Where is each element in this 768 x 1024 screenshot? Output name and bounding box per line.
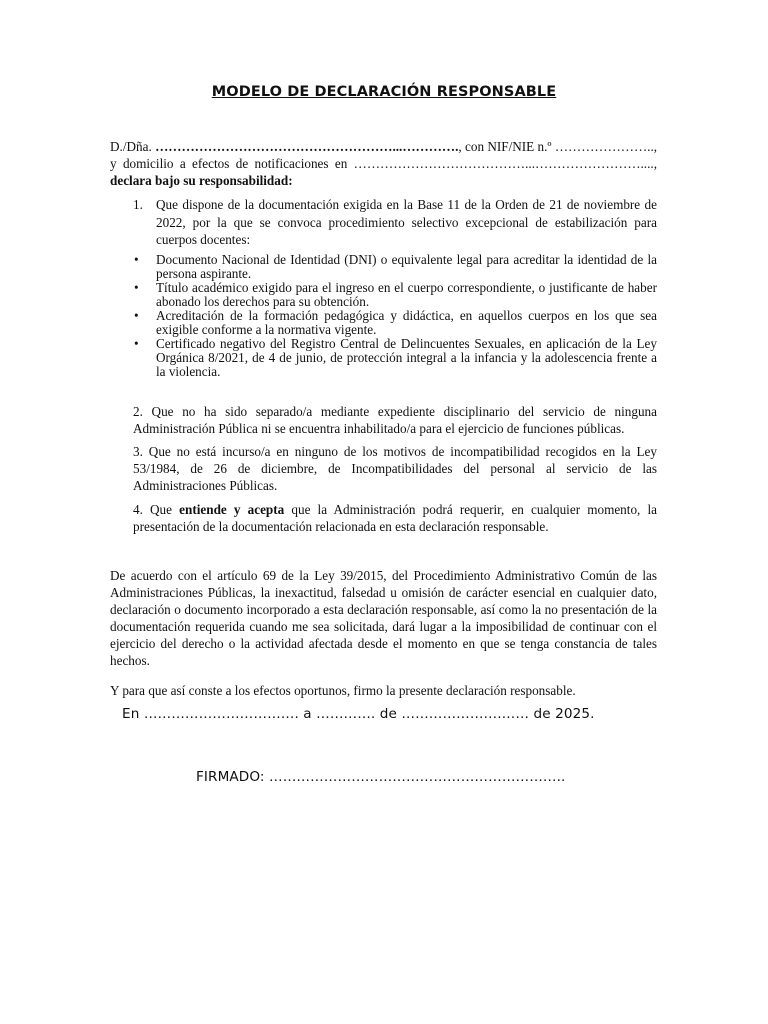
list-item: • Acreditación de la formación pedagógica y didáctica, en aquellos cuerpos en los que sea exigible conforme a la normativa vigente. — [134, 309, 657, 337]
document-list — [134, 253, 657, 379]
id-label: , con NIF/NIE n.º — [458, 139, 552, 154]
closing-statement: Y para que así conste a los efectos oportunos, firmo la presente declaración responsable. — [110, 683, 576, 698]
declarant-line — [110, 138, 657, 155]
list-item: • Título académico exigido para el ingreso en el cuerpo correspondiente, o justificante de haber abonado los derechos para su obtención. — [134, 281, 657, 309]
legal-paragraph: De acuerdo con el artículo 69 de la Ley 39/2015, del Procedimiento Administrativo Común de las Administraciones Públicas, la inexactitud, falsedad u omisión de carácter esencial en cualquier dato, declaración o documento incorporado a esta declaración responsable, así como la no presentación de la documentación requerida cuando me sea solicitada, dará lugar a la imposibilidad de continuar con el ejercicio del derecho o la actividad afectada desde el momento en que se tenga constancia de tales hechos. — [110, 568, 657, 668]
item-1-number: 1. — [133, 197, 143, 212]
item-3: 3. Que no está incurso/a en ninguno de los motivos de incompatibilidad recogidos en la Ley 53/1984, de 26 de diciembre, de Incompatibilidades del personal al servicio de las Administraciones Públicas. — [133, 444, 657, 493]
item-4-emphasis: entiende y acepta — [179, 502, 285, 517]
declaration-heading: declara bajo su responsabilidad: — [110, 173, 293, 188]
item-4: 4. Que entiende y acepta que la Administración podrá requerir, en cualquier momento, la presentación de la documentación relacionada en esta declaración responsable. — [133, 502, 657, 534]
list-item: • Documento Nacional de Identidad (DNI) o equivalente legal para acreditar la identidad de la persona aspirante. — [134, 253, 657, 281]
place-date-line: En ……………………………. a …………. de ………………….…… de 2025. — [122, 706, 595, 722]
declarant-block — [110, 138, 657, 189]
item-1 — [133, 196, 657, 249]
item-1-text: Que dispone de la documentación exigida en la Base 11 de la Orden de 21 de noviembre de 2022, por la que se convoca procedimiento selectivo excepcional de estabilización para cuerpos docentes: — [156, 197, 657, 247]
list-item: • Certificado negativo del Registro Central de Delincuentes Sexuales, en aplicación de la Ley Orgánica 8/2021, de 4 de junio, de protección integral a la infancia y la adolescencia frente a la violencia. — [134, 337, 657, 379]
id-blank: ………………….., — [554, 139, 658, 154]
document-title: MODELO DE DECLARACIÓN RESPONSABLE — [211, 84, 557, 100]
declarant-label: D./Dña. — [110, 139, 152, 154]
signature-line: FIRMADO: ……………………………………………………….. — [196, 769, 566, 785]
address-line: y domicilio a efectos de notificaciones en …………………………………...……………………...., — [110, 156, 657, 171]
item-2: 2. Que no ha sido separado/a mediante expediente disciplinario del servicio de ninguna Administración Pública ni se encuentra inhabilitado/a para el ejercicio de funciones públicas. — [133, 404, 657, 436]
name-blank: ………………………………………………...…………. — [155, 139, 459, 154]
